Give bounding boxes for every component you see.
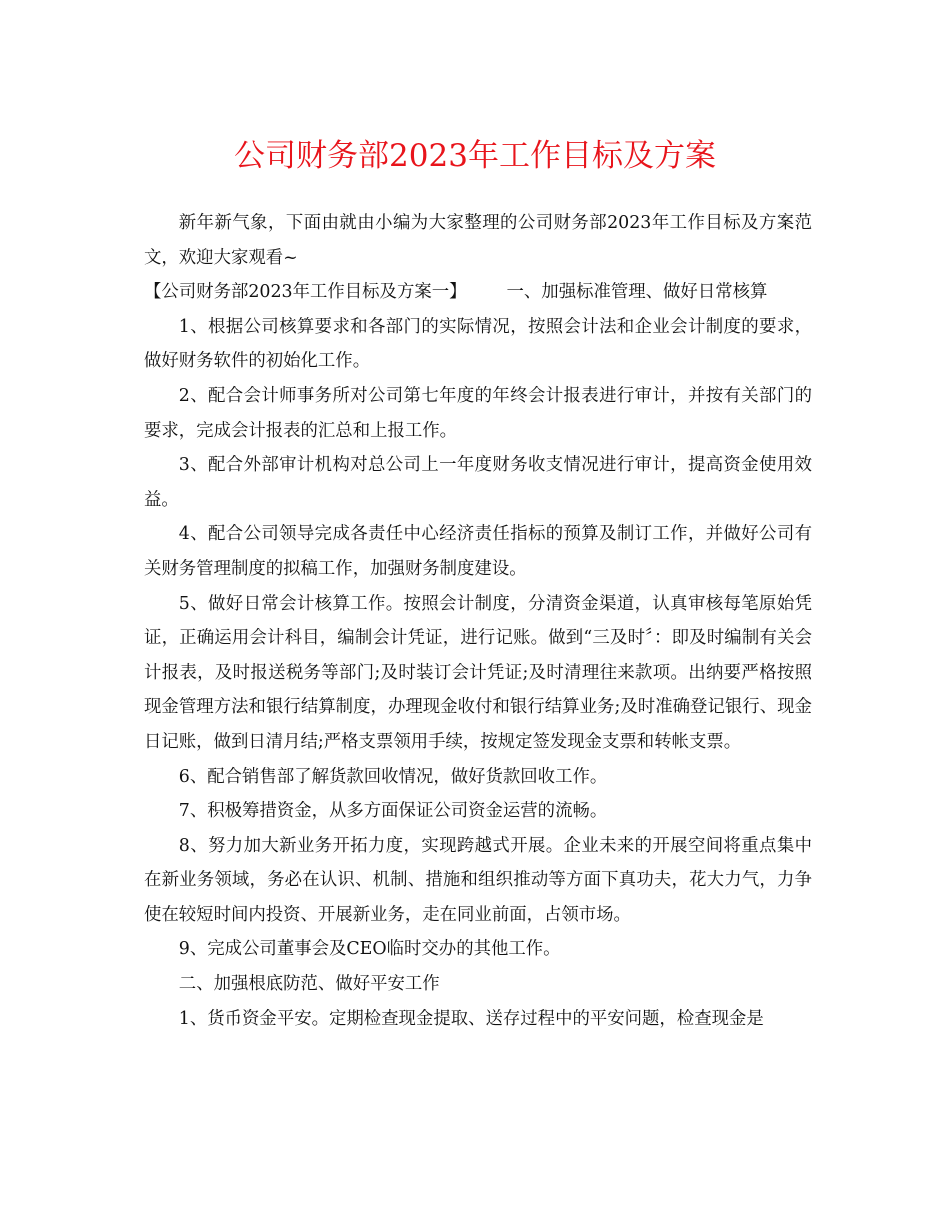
list-item: 6、配合销售部了解货款回收情况，做好货款回收工作。 bbox=[178, 766, 608, 787]
plan-heading-line bbox=[144, 275, 812, 310]
list-item: 5、做好日常会计核算工作。按照会计制度，分清资金渠道，认真审核每笔原始凭证，正确运用会计科目，编制会计凭证，进行记账。做到“三及时〞：即及时编制有关会计报表，及时报送税务等部门;及时装订会计凭证;及时清理往来款项。出纳要严格按照现金管理方法和银行结算制度，办理现金收付和银行结算业务;及时准确登记银行、现金日记账，做到日清月结;严格支票领用手续，按规定签发现金支票和转帐支票。 bbox=[144, 593, 812, 752]
list-item: 4、配合公司领导完成各责任中心经济责任指标的预算及制订工作，并做好公司有关财务管理制度的拟稿工作，加强财务制度建设。 bbox=[144, 524, 812, 579]
document-title: 公司财务部2023年工作目标及方案 bbox=[234, 138, 716, 174]
section2-heading: 二、加强根底防范、做好平安工作 bbox=[178, 974, 440, 995]
list-item: 1、根据公司核算要求和各部门的实际情况，按照会计法和企业会计制度的要求，做好财务软件的初始化工作。 bbox=[144, 316, 812, 372]
plan-heading: 【公司财务部2023年工作目标及方案一】 bbox=[144, 282, 467, 303]
list-item: 7、积极筹措资金，从多方面保证公司资金运营的流畅。 bbox=[178, 801, 608, 822]
list-item: 1、货币资金平安。定期检查现金提取、送存过程中的平安问题，检查现金是 bbox=[178, 1008, 764, 1029]
list-item: 8、努力加大新业务开拓力度，实现跨越式开展。企业未来的开展空间将重点集中在新业务领域，务必在认识、机制、措施和组织推动等方面下真功夫，花大力气，力争使在较短时间内投资、开展新业务，走在同业前面，占领市场。 bbox=[144, 835, 812, 925]
document-body bbox=[144, 206, 812, 1036]
intro-paragraph: 新年新气象，下面由就由小编为大家整理的公司财务部2023年工作目标及方案范文，欢迎大家观看~ bbox=[144, 213, 812, 268]
list-item: 2、配合会计师事务所对公司第七年度的年终会计报表进行审计，并按有关部门的要求，完成会计报表的汇总和上报工作。 bbox=[144, 385, 812, 441]
list-item: 9、完成公司董事会及CEO临时交办的其他工作。 bbox=[178, 939, 561, 960]
section1-heading: 一、加强标准管理、做好日常核算 bbox=[506, 282, 768, 303]
list-item: 3、配合外部审计机构对总公司上一年度财务收支情况进行审计，提高资金使用效益。 bbox=[144, 455, 812, 510]
